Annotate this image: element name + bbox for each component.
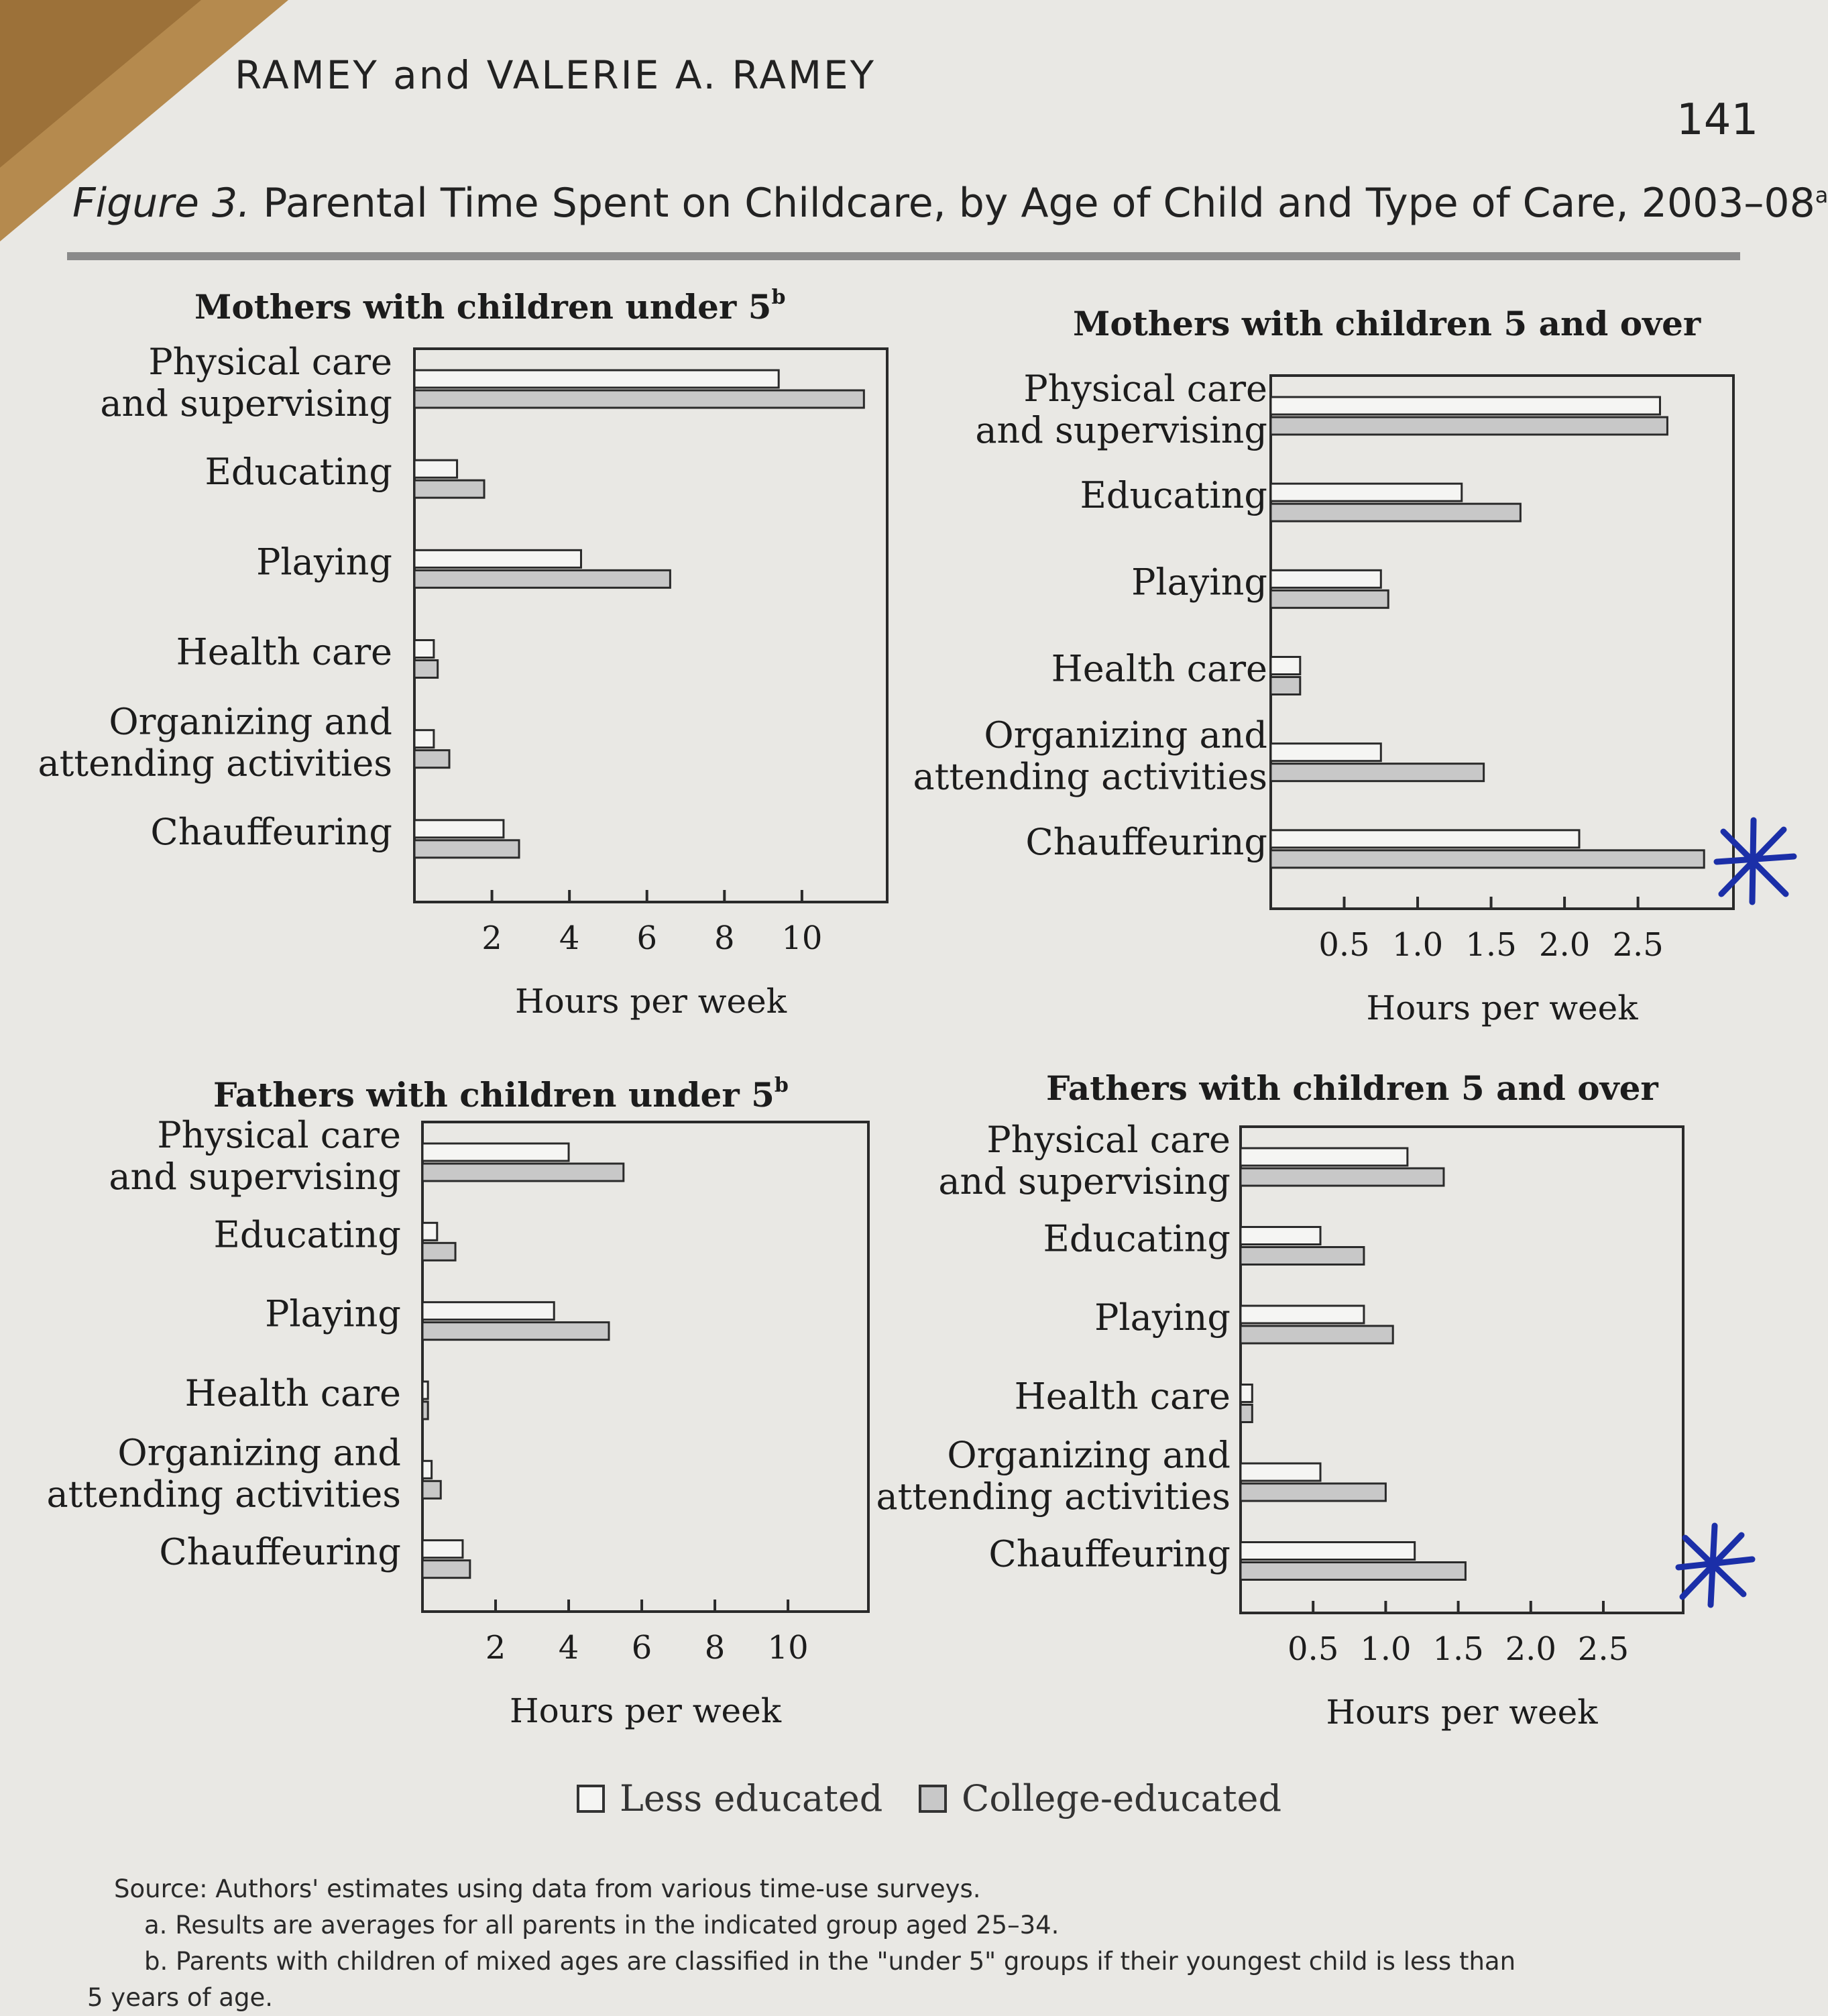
category-label-line: and supervising (100, 382, 392, 425)
category-label (913, 714, 1267, 798)
x-tick-label: 1.5 (1465, 926, 1517, 964)
handwritten-star-annotation (1666, 1519, 1760, 1613)
bar-less-educated (414, 730, 434, 748)
category-label-line: Health care (184, 1372, 401, 1414)
legend-label-less-educated: Less educated (620, 1777, 883, 1819)
category-label-line: Organizing and (109, 700, 392, 743)
bar-less-educated (414, 640, 434, 658)
x-tick-label: 2.0 (1505, 1630, 1556, 1668)
note-a: a. Results are averages for all parents in the indicated group aged 25–34. (144, 1911, 1060, 1940)
chart-title: Fathers with children 5 and over (1046, 1068, 1658, 1108)
x-tick-label: 2.0 (1538, 926, 1591, 964)
x-tick-label: 4 (559, 919, 580, 957)
category-label (876, 1434, 1231, 1518)
category-label-line: attending activities (38, 742, 392, 785)
bar-college-educated (414, 570, 670, 587)
category-label-line: Chauffeuring (159, 1530, 401, 1573)
bar-less-educated (414, 820, 504, 838)
category-label (1043, 1218, 1231, 1260)
category-label-line: Organizing and (117, 1431, 401, 1474)
category-label (938, 1119, 1231, 1202)
bar-college-educated (1241, 1326, 1393, 1343)
bar-less-educated (414, 370, 779, 388)
plot-frame (422, 1122, 868, 1612)
category-label-line: Chauffeuring (1025, 820, 1267, 863)
legend (577, 1777, 1314, 1824)
figure-notes (87, 1871, 1723, 2016)
category-label-line: Organizing and (947, 1434, 1231, 1476)
bar-less-educated (422, 1223, 437, 1240)
category-label (38, 701, 392, 785)
page-number: 141 (1676, 95, 1759, 145)
bar-college-educated (1271, 764, 1484, 781)
x-tick-label: 6 (631, 1629, 652, 1667)
x-tick-label: 4 (558, 1629, 579, 1667)
bar-less-educated (422, 1541, 463, 1558)
bar-college-educated (422, 1323, 609, 1340)
category-label-line: Chauffeuring (150, 810, 392, 853)
bar-less-educated (422, 1143, 569, 1161)
x-tick-label: 2 (485, 1629, 506, 1667)
category-label-line: Health care (1051, 647, 1267, 690)
chart-panel-3 (46, 1074, 868, 1730)
category-label-line: Physical care (1023, 368, 1267, 410)
bar-college-educated (422, 1561, 470, 1578)
category-label-line: attending activities (913, 755, 1267, 798)
category-label (46, 1431, 401, 1515)
category-label (1015, 1376, 1231, 1418)
category-label (100, 341, 392, 425)
bar-college-educated (414, 661, 438, 678)
handwritten-star-annotation (1707, 815, 1801, 909)
legend-swatch-college-educated (919, 1785, 947, 1813)
category-label-line: Educating (213, 1213, 401, 1256)
category-label (975, 368, 1267, 451)
category-label (150, 811, 392, 853)
bar-less-educated (414, 460, 457, 478)
category-label (1025, 821, 1267, 863)
bar-college-educated (1271, 417, 1667, 435)
category-label (265, 1293, 401, 1335)
category-label-line: Organizing and (984, 714, 1267, 757)
bar-less-educated (1271, 484, 1462, 501)
category-label (176, 631, 392, 673)
category-label (1094, 1296, 1231, 1339)
category-label (1131, 561, 1267, 603)
category-label-line: Physical care (157, 1114, 401, 1156)
category-label-line: Educating (1043, 1217, 1231, 1260)
category-label-line: Playing (1131, 561, 1267, 604)
bar-less-educated (1241, 1148, 1408, 1166)
x-tick-label: 10 (781, 919, 823, 957)
legend-label-college-educated: College-educated (962, 1777, 1282, 1819)
x-tick-label: 8 (714, 919, 735, 957)
plot-frame (1241, 1127, 1683, 1613)
bar-college-educated (1271, 504, 1520, 521)
bar-college-educated (414, 750, 449, 768)
bar-college-educated (1241, 1247, 1364, 1265)
bar-college-educated (1241, 1405, 1252, 1422)
category-label (205, 451, 392, 493)
note-b-line1: b. Parents with children of mixed ages are classified in the "under 5" groups if their youngest child is less than (144, 1947, 1516, 1976)
category-label (213, 1213, 401, 1255)
bar-college-educated (422, 1243, 455, 1260)
category-label-line: and supervising (109, 1156, 401, 1198)
category-label-line: Physical care (986, 1119, 1231, 1161)
figure-title-superscript: a (1815, 182, 1828, 208)
running-header-authors: RAMEY and VALERIE A. RAMEY (235, 52, 876, 98)
category-label (109, 1114, 401, 1198)
category-label-line: Playing (1094, 1296, 1231, 1339)
category-label-line: and supervising (938, 1160, 1231, 1202)
category-label-line: Educating (1080, 474, 1267, 517)
x-tick-label: 10 (767, 1629, 809, 1667)
bar-college-educated (1271, 850, 1704, 868)
bar-college-educated (414, 840, 519, 858)
bar-less-educated (422, 1302, 554, 1320)
bar-less-educated (1271, 830, 1579, 848)
x-tick-label: 2.5 (1577, 1630, 1630, 1668)
category-label-line: Playing (256, 541, 392, 583)
category-label (1080, 474, 1267, 516)
bar-less-educated (1241, 1227, 1320, 1245)
bar-less-educated (1271, 397, 1660, 414)
category-label (988, 1533, 1231, 1575)
x-tick-label: 1.5 (1432, 1630, 1484, 1668)
category-label (185, 1372, 401, 1414)
bar-less-educated (1271, 570, 1381, 587)
bar-less-educated (422, 1461, 432, 1478)
bar-college-educated (422, 1402, 428, 1419)
category-label-line: Health care (1014, 1375, 1231, 1418)
category-label-line: Playing (265, 1292, 401, 1335)
bar-college-educated (414, 390, 864, 408)
bar-less-educated (1271, 657, 1300, 675)
figure-title-text: Parental Time Spent on Childcare, by Age of Child and Type of Care, 2003–08 (263, 180, 1815, 227)
category-label-line: attending activities (876, 1475, 1231, 1518)
x-tick-label: 0.5 (1318, 926, 1370, 964)
category-label-line: Physical care (148, 341, 392, 383)
figure-label: Figure 3. (72, 180, 251, 227)
x-axis-label: Hours per week (1366, 989, 1638, 1027)
category-label-line: Chauffeuring (988, 1532, 1231, 1575)
bar-less-educated (1271, 744, 1381, 761)
x-tick-label: 1.0 (1391, 926, 1444, 964)
bar-college-educated (1241, 1563, 1465, 1580)
source-note: Source: Authors' estimates using data from various time-use surveys. (114, 1874, 981, 1903)
plot-frame (414, 349, 887, 902)
x-axis-label: Hours per week (509, 1691, 782, 1730)
bar-less-educated (1241, 1463, 1320, 1481)
category-label (256, 541, 392, 583)
plot-frame (1271, 376, 1733, 909)
category-label-line: attending activities (46, 1473, 401, 1516)
x-tick-label: 8 (704, 1629, 726, 1667)
x-tick-label: 6 (636, 919, 657, 957)
chart-panel-1 (38, 286, 887, 1021)
note-b-line2: 5 years of age. (87, 1983, 273, 2012)
bar-college-educated (1241, 1483, 1385, 1501)
x-tick-label: 0.5 (1288, 1630, 1339, 1668)
bar-college-educated (1241, 1168, 1444, 1186)
bar-college-educated (1271, 590, 1388, 608)
x-tick-label: 1.0 (1360, 1630, 1412, 1668)
chart-panel-2 (913, 304, 1733, 1027)
bar-less-educated (1241, 1543, 1415, 1560)
x-tick-label: 2 (481, 919, 502, 957)
bar-less-educated (1241, 1385, 1252, 1402)
chart-title: Fathers with children under 5$^b$ (213, 1074, 789, 1115)
legend-swatch-less-educated (577, 1785, 605, 1813)
bar-college-educated (414, 480, 484, 498)
category-label-line: Educating (205, 451, 392, 494)
bar-college-educated (422, 1481, 441, 1498)
bar-less-educated (414, 550, 581, 567)
legend-item-college-educated (919, 1777, 1281, 1819)
bar-college-educated (1271, 677, 1300, 695)
chart-title-superscript: b (771, 286, 786, 309)
legend-item-less-educated (577, 1777, 882, 1819)
x-axis-label: Hours per week (514, 982, 787, 1021)
chart-panel-4 (876, 1068, 1683, 1732)
chart-title-superscript: b (774, 1074, 789, 1097)
category-label-line: Health care (176, 630, 392, 673)
bar-less-educated (1241, 1306, 1364, 1323)
bar-less-educated (422, 1382, 428, 1399)
x-axis-label: Hours per week (1326, 1693, 1598, 1732)
chart-title: Mothers with children 5 and over (1073, 304, 1701, 343)
category-label-line: and supervising (975, 409, 1267, 451)
x-tick-label: 2.5 (1612, 926, 1664, 964)
bar-college-educated (422, 1164, 624, 1181)
category-label (159, 1531, 401, 1573)
chart-title: Mothers with children under 5$^b$ (194, 286, 786, 327)
category-label (1051, 648, 1267, 690)
